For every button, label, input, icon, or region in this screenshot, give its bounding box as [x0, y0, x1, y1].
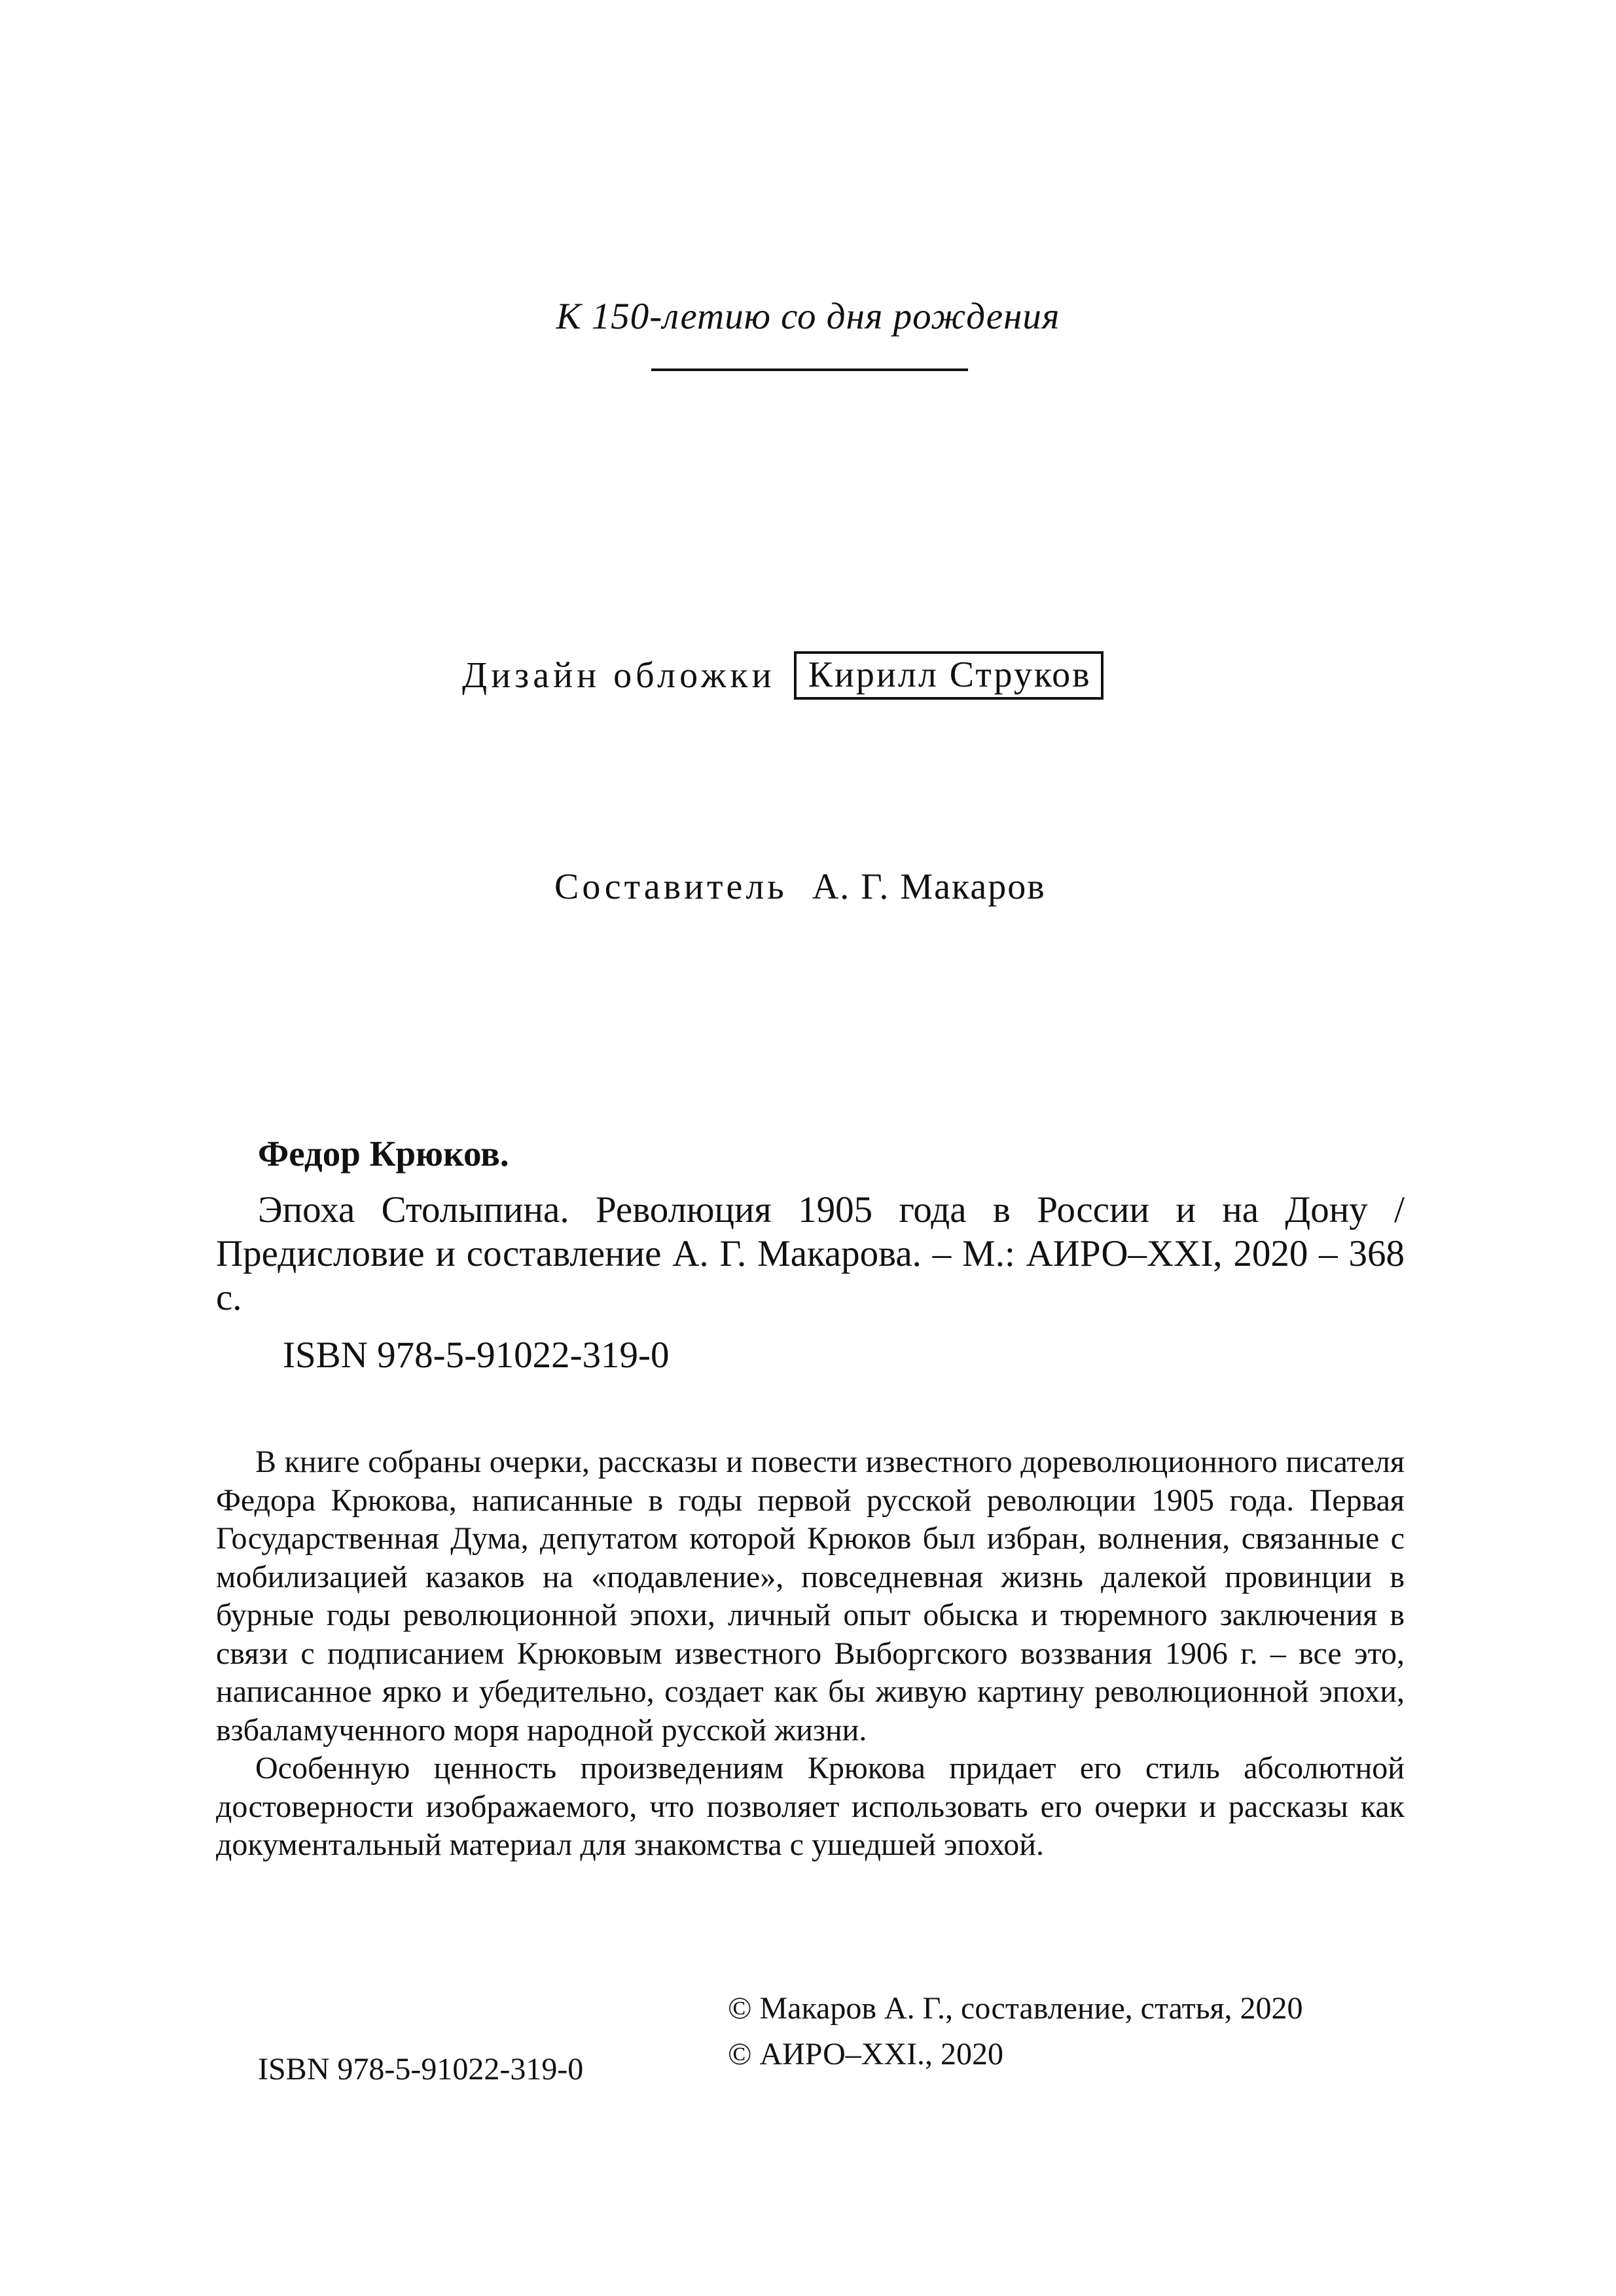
- dedication-line: К 150-летию со дня рождения: [556, 296, 1060, 337]
- abstract: [216, 1443, 1405, 1865]
- abstract-paragraph: В книге собраны очерки, рассказы и повести известного дореволюционного писателя Федора Крюкова, написанные в годы первой русской революции 1905 года. Первая Государственная Дума, депутатом которой Крюков был избран, волнения, связанные с мобилизацией казаков на «подавление», повседневная жизнь далекой провинции в бурные годы революционной эпохи, личный опыт обыска и тюремного заключения в связи с подписанием Крюковым известного Выборгского воззвания 1906 г. – все это, написанное ярко и убедительно, создает как бы живую картину революционной эпохи, взбаламученного моря народной русской жизни.: [216, 1444, 1405, 1748]
- copyright-block: [728, 1986, 1303, 2077]
- cover-designer-name: Кирилл Струков: [794, 651, 1104, 700]
- cover-design-label: Дизайн обложки: [462, 655, 776, 696]
- author-heading: Федор Крюков.: [258, 1134, 509, 1174]
- bibliographic-description: Эпоха Столыпина. Революция 1905 года в России и на Дону / Предисловие и составление А. Г. Макарова. – М.: АИРО–XXI, 2020 – 368 с.: [216, 1189, 1405, 1318]
- dedication-rule-divider: [651, 368, 968, 371]
- abstract-paragraph: Особенную ценность произведениям Крюкова придает его стиль абсолютной достоверности изображаемого, что позволяет использовать его очерки и рассказы как документальный материал для знакомства с ушедшей эпохой.: [216, 1751, 1405, 1862]
- copyright-line: © Макаров А. Г., составление, статья, 2020: [728, 1991, 1303, 2026]
- compiler-credit: [554, 869, 1046, 905]
- isbn-main: ISBN 978-5-91022-319-0: [283, 1335, 670, 1376]
- compiler-name: А. Г. Макаров: [812, 867, 1046, 907]
- isbn-footer: ISBN 978-5-91022-319-0: [258, 2052, 584, 2087]
- compiler-label: Составитель: [554, 867, 787, 907]
- copyright-line: © АИРО–XXI., 2020: [728, 2037, 1004, 2072]
- cover-design-credit: [462, 651, 1104, 700]
